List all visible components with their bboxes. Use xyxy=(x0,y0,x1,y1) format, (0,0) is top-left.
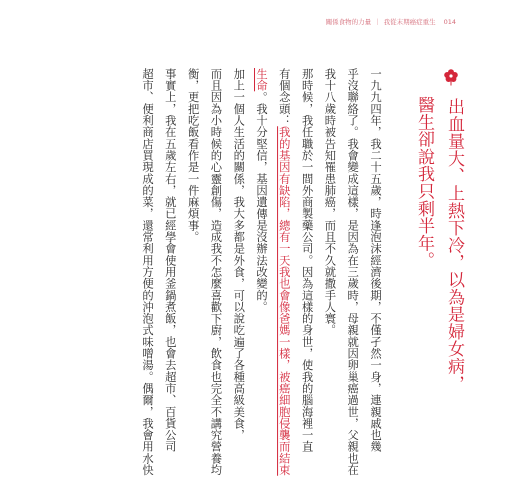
heading-line-2: 醫生卻說我只剩半年。 xyxy=(414,96,434,269)
running-header xyxy=(326,17,456,26)
highlighted-text: 生命 xyxy=(255,68,269,92)
heading-line-1: 出血量大、上熱下冷，以為是婦女病， xyxy=(444,98,464,393)
body-line: 乎沒聯絡了。我會變成這樣，是因為在三歲時，母親就因卵巢癌過世，父親也在 xyxy=(346,68,360,476)
body-line: 而且因為小時候的心靈創傷，造成我不怎麼喜歡下廚，飲食也完全不講究營養均 xyxy=(209,68,223,476)
body-line: 我十八歲時被告知罹患肺癌，而且不久就撒手人寰。 xyxy=(323,68,337,336)
page-body xyxy=(135,68,466,488)
body-line xyxy=(272,68,295,476)
header-book-subtitle: 我從末期癌症重生 xyxy=(383,18,436,26)
body-line: 那時候，我任職於一間外商製藥公司。因為這樣的身世，使我的腦海裡一直 xyxy=(300,68,314,453)
body-text: 有個念頭： xyxy=(277,68,291,127)
header-book-title: 關係食物的力量 xyxy=(325,18,372,26)
body-line xyxy=(249,68,272,313)
page-number: 014 xyxy=(443,18,456,26)
flower-icon xyxy=(443,68,459,86)
highlighted-text: 我的基因有缺陷，總有一天我也會像爸媽一樣，被癌細胞侵襲而結束 xyxy=(277,126,291,476)
header-separator: ｜ xyxy=(374,18,381,26)
body-line: 事實上，我在五歲左右，就已經學會使用釜鍋煮飯，也會去超市、百貨公司 xyxy=(163,68,177,453)
body-text: 。我十分堅信，基因遺傳是沒辦法改變的。 xyxy=(255,91,269,313)
body-line: 超市、便利商店買現成的菜，還常利用方便的沖泡式味噌湯。偶爾，我會用水快 xyxy=(141,68,155,476)
body-line: 一九九四年，我二十五歲，時逢泡沫經濟後期，不僅孑然一身，連親戚也幾 xyxy=(369,68,382,453)
body-line: 加上一個人生活的關係，我大多都是外食，可以說吃遍了各種高級美食， xyxy=(232,68,246,441)
body-line: 衡，更把吃飯看作是一件麻煩事。 xyxy=(186,68,200,243)
chapter-heading xyxy=(436,68,466,392)
